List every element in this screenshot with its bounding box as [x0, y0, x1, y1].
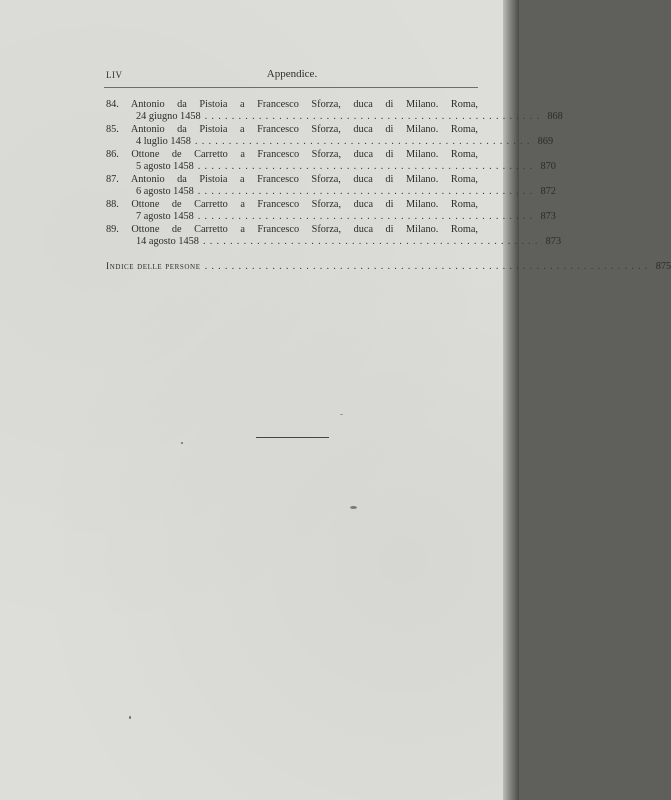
index-of-persons-entry [106, 261, 671, 273]
paper-speck [129, 716, 131, 719]
paper-speck [181, 442, 183, 444]
entry-page: 873 [540, 211, 556, 222]
contents-entry-88 [106, 199, 556, 224]
entry-date-line [136, 161, 556, 173]
index-label: Indice delle persone [106, 262, 201, 272]
contents-entry-89 [106, 224, 562, 249]
contents-entry-85 [106, 124, 554, 149]
index-page: 875 [655, 261, 671, 272]
entry-date: 14 agosto 1458 [136, 236, 199, 247]
leader-dots: .................................................. [197, 186, 537, 197]
entry-title: 86. Ottone de Carretto a Francesco Sforza, duca di Milano. Roma, [106, 149, 478, 160]
entry-date: 24 giugno 1458 [136, 111, 201, 122]
entry-title: 88. Ottone de Carretto a Francesco Sforza, duca di Milano. Roma, [106, 199, 478, 210]
entry-date: 5 agosto 1458 [136, 161, 194, 172]
entry-date-line [136, 111, 563, 123]
contents-list [106, 99, 563, 249]
contents-entry-84 [106, 99, 563, 124]
page-number-roman: LIV [106, 70, 123, 80]
entry-date: 4 luglio 1458 [136, 136, 191, 147]
running-title: Appendice. [266, 68, 318, 80]
paper-speck [340, 414, 343, 415]
leader-dots: .................................................. [204, 111, 544, 122]
leader-dots: .................................................. [202, 236, 542, 247]
leader-dots: .................................................. [197, 211, 537, 222]
entry-title: 84. Antonio da Pistoia a Francesco Sforza, duca di Milano. Roma, [106, 99, 478, 110]
entry-page: 870 [540, 161, 556, 172]
entry-page: 873 [545, 236, 562, 247]
entry-title: 87. Antonio da Pistoia a Francesco Sforza, duca di Milano. Roma, [106, 174, 478, 185]
contents-entry-86 [106, 149, 556, 174]
entry-title: 85. Antonio da Pistoia a Francesco Sforza, duca di Milano. Roma, [106, 124, 478, 135]
entry-date-line [136, 136, 554, 148]
paper-speck [350, 506, 357, 509]
header-rule [104, 87, 478, 88]
leader-dots: .................................................. [197, 161, 537, 172]
contents-entry-87 [106, 174, 556, 199]
closing-rule [256, 437, 329, 438]
entry-page: 872 [540, 186, 556, 197]
entry-date-line [136, 186, 556, 198]
entry-date: 7 agosto 1458 [136, 211, 194, 222]
leader-dots: .................................................. [194, 136, 534, 147]
entry-date-line [136, 211, 556, 223]
entry-title: 89. Ottone de Carretto a Francesco Sforza, duca di Milano. Roma, [106, 224, 478, 235]
page-header [106, 68, 478, 88]
entry-date-line [136, 236, 562, 248]
entry-date: 6 agosto 1458 [136, 186, 194, 197]
entry-page: 869 [537, 136, 554, 147]
leader-dots: .................................................................. [204, 261, 652, 272]
entry-page: 868 [547, 111, 563, 122]
